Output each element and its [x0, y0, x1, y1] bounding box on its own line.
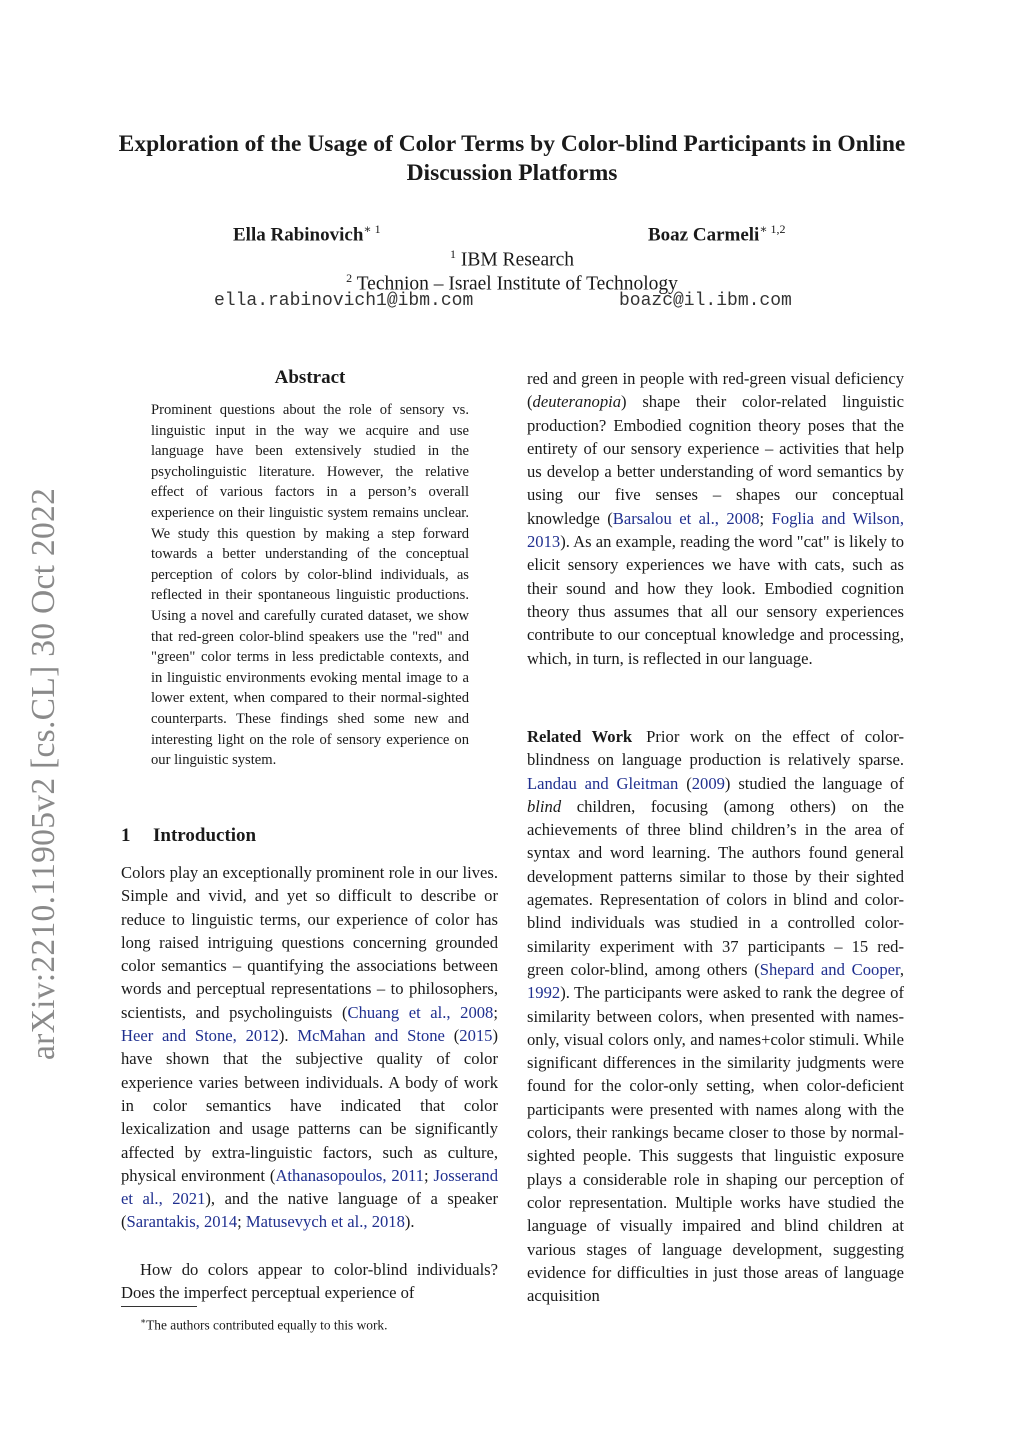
arxiv-identifier: arXiv:2210.11905v2 [cs.CL] 30 Oct 2022: [25, 487, 62, 1060]
intro-paragraph-2: How do colors appear to color-blind individuals? Does the imperfect perceptual experience of: [121, 1260, 498, 1303]
affiliation-number: 2: [346, 271, 353, 285]
citation-link[interactable]: 2009: [691, 773, 725, 793]
affiliation-text: Technion – Israel Institute of Technology: [356, 273, 678, 295]
email-1[interactable]: ella.rabinovich1@ibm.com: [214, 291, 474, 311]
citation-link[interactable]: Chuang et al., 2008: [347, 1002, 494, 1022]
section-heading-introduction: [121, 824, 256, 848]
abstract-heading: Abstract: [274, 367, 346, 388]
paper-title: Exploration of the Usage of Color Terms by Color-blind Participants in Online Discussion Platforms: [118, 131, 906, 186]
citation-link[interactable]: Athanasopoulos, 2011: [275, 1165, 424, 1185]
citation-link[interactable]: Sarantakis, 2014: [126, 1212, 238, 1232]
citation-link[interactable]: Heer and Stone, 2012: [121, 1026, 279, 1046]
abstract-body: Prominent questions about the role of sensory vs. linguistic input in the way we acquire and use language have been extensively studied in the psycholinguistic literature. However, the relative effect of various factors in a person’s overall experience on their linguistic system remains unclear. We study this question by making a step forward towards a better understanding of the conceptual perception of colors by color-blind individuals, as reflected in their spontaneous linguistic productions. Using a novel and carefully curated dataset, we show that red-green color-blind speakers use the "red" and "green" color terms in less predictable contexts, and in linguistic environments evoking mental image to a lower extent, when compared to their normal-sighted counterparts. These findings shed some new and interesting light on the role of sensory experience on our linguistic system.: [151, 402, 469, 769]
intro-paragraph-2-continued: red and green in people with red-green visual deficiency (deuteranopia) shape their color-related linguistic production? Embodied cognition theory poses that the entirety of our sensory experience – activities that help us develop a better understanding of word semantics by using our five senses – shapes our conceptual knowledge (Barsalou et al., 2008; Foglia and Wilson, 2013). As an example, reading the word "cat" is likely to elicit sensory experiences we have with cats, such as their sound and how they look. Embodied cognition theory thus assumes that all our sensory experiences contribute to our conceptual knowledge and processing, which, in turn, is reflected in our language.: [527, 369, 904, 668]
section-title: Introduction: [153, 825, 257, 846]
citation-link[interactable]: Barsalou et al., 2008: [612, 508, 760, 528]
related-work-heading: Related Work: [527, 727, 633, 746]
author-affiliation-mark: ∗ 1,2: [759, 222, 786, 236]
author-name: Ella Rabinovich: [233, 224, 364, 246]
related-work-paragraph: Related Work Prior work on the effect of color-blindness on language production is relatively sparse. Landau and Gleitman (2009) studied the language of blind children, focusing (among others) on the achievements of three blind children’s in the area of syntax and word learning. The authors found general development patterns similar to those by their sighted agemates. Representation of colors in blind and color-blind individuals was studied in a controlled color-similarity experiment with 37 participants – 15 red-green color-blind, among others (Shepard and Cooper, 1992). The participants were asked to rank the degree of similarity between colors, when presented with names-only, visual colors only, and names+color stimuli. While significant differences in the similarity judgments were found for the color-only setting, when color-deficient participants were presented with names along with the colors, their rankings became closer to those by normal-sighted people. This suggests that linguistic exposure plays a considerable role in shaping our perception of color representation. Multiple works have studied the language of visually impaired and blind children at various stages of language development, suggesting evidence for difficulties in just those areas of language acquisition: [527, 727, 904, 1306]
citation-link[interactable]: 2015: [459, 1026, 493, 1046]
footnote-divider: [121, 1306, 197, 1307]
footnote: [140, 1313, 387, 1333]
citation-link[interactable]: 1992: [527, 983, 561, 1003]
footnote-text: The authors contributed equally to this work.: [146, 1317, 388, 1333]
citation-link[interactable]: Shepard and Cooper: [759, 959, 900, 979]
affiliation-2: [0, 266, 1024, 297]
citation-link[interactable]: Foglia and Wilson, 2013: [527, 508, 904, 552]
citation-link[interactable]: Matusevych et al., 2018: [245, 1212, 405, 1232]
email-2[interactable]: boazc@il.ibm.com: [619, 291, 792, 311]
author-affiliation-mark: ∗ 1: [363, 222, 381, 236]
citation-link[interactable]: Landau and Gleitman: [527, 773, 679, 793]
citation-link[interactable]: McMahan and Stone: [297, 1026, 445, 1046]
citation-link[interactable]: Josserand et al., 2021: [121, 1165, 499, 1209]
footnote-mark: ∗: [140, 1316, 147, 1326]
author-name: Boaz Carmeli: [648, 224, 760, 246]
intro-paragraph-1: Colors play an exceptionally prominent role in our lives. Simple and vivid, and yet so difficult to describe or reduce to linguistic terms, our experience of color has long raised intriguing questions concerning grounded color semantics – quantifying the associations between words and perceptual representations – to philosophers, scientists, and psycholinguists (Chuang et al., 2008; Heer and Stone, 2012). McMahan and Stone (2015) have shown that the subjective quality of color experience varies between individuals. A body of work in color semantics have indicated that color lexicalization and usage patterns can be significantly affected by extra-linguistic factors, such as culture, physical environment (Athanasopoulos, 2011; Josserand et al., 2021), and the native language of a speaker (Sarantakis, 2014; Matusevych et al., 2018).: [121, 863, 499, 1232]
section-number: 1: [121, 825, 131, 846]
affiliation-number: 1: [449, 247, 456, 261]
affiliation-text: IBM Research: [460, 249, 575, 271]
